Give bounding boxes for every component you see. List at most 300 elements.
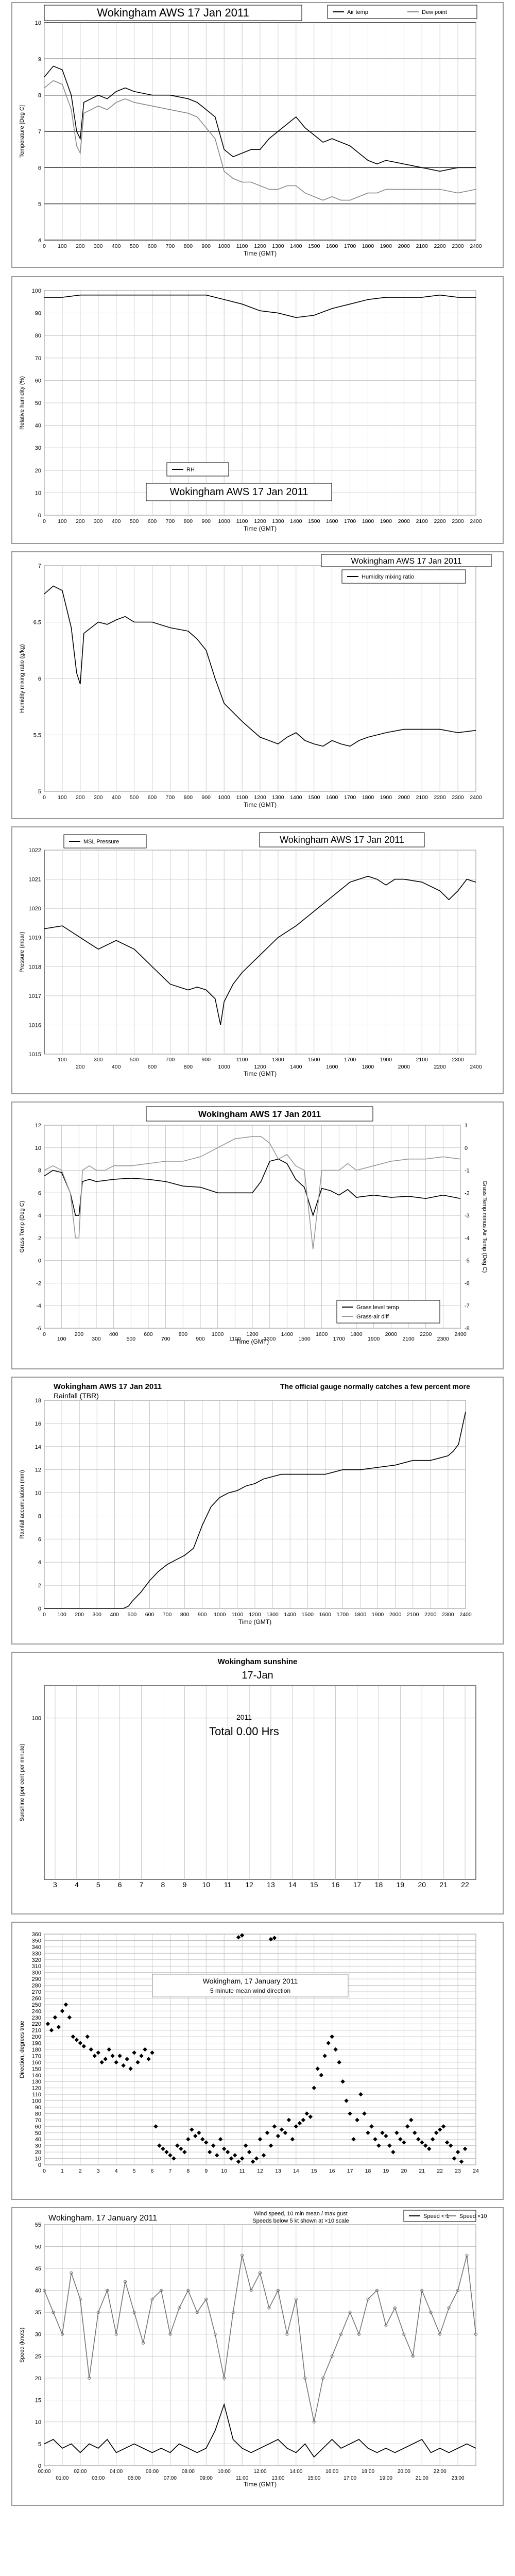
x-tick-label: 2300 <box>437 1336 450 1342</box>
y-axis-label: Temperature [Deg C] <box>19 105 25 158</box>
x-tick-label: 4 <box>114 2168 118 2174</box>
x-tick-label: 1500 <box>308 1057 320 1063</box>
x-tick-label: 700 <box>165 243 175 249</box>
x-tick-label: 21 <box>439 1880 448 1889</box>
x-tick-label: 1000 <box>218 243 230 249</box>
x-tick-label: 17:00 <box>344 2476 357 2481</box>
y-tick-label: 40 <box>35 2287 41 2294</box>
y-axis-label: Pressure (mbar) <box>19 931 25 973</box>
x-tick-label: 1300 <box>266 1612 279 1618</box>
x-tick-label: 8 <box>161 1880 165 1889</box>
x-axis-label: Time (GMT) <box>243 801 277 808</box>
x-tick-label: 1900 <box>380 794 392 801</box>
y-tick-label: 60 <box>35 378 41 384</box>
y-tick-label: 12 <box>35 1123 41 1129</box>
x-tick-label: 3 <box>96 2168 100 2174</box>
grass-temperature-chart <box>12 1103 503 1368</box>
x-tick-label: 1800 <box>362 243 374 249</box>
y-axis-label: Speed (knots) <box>19 2327 25 2363</box>
x-tick-label: 2300 <box>452 243 464 249</box>
y-tick-label: 10 <box>35 2419 41 2426</box>
x-tick-label: 1700 <box>344 243 356 249</box>
x-tick-label: 05:00 <box>128 2476 141 2481</box>
x-tick-label: 0 <box>43 2168 46 2174</box>
chart-title: Wokingham sunshine <box>217 1657 298 1666</box>
x-tick-label: 10 <box>202 1880 211 1889</box>
y-tick-label: 90 <box>35 2105 41 2111</box>
x-tick-label: 900 <box>197 1612 207 1618</box>
y-tick-label: 1018 <box>28 964 41 971</box>
x-tick-label: 1200 <box>249 1612 261 1618</box>
chart-total-label: Total 0.00 Hrs <box>209 1725 279 1738</box>
x-tick-label: 19 <box>383 2168 389 2174</box>
x-tick-label: 1300 <box>272 1057 284 1063</box>
x-tick-label: 1400 <box>290 243 302 249</box>
x-tick-label: 1000 <box>218 518 230 524</box>
y-tick-label: 55 <box>35 2222 41 2228</box>
x-tick-label: 15:00 <box>307 2476 321 2481</box>
x-tick-label: 2200 <box>434 1064 446 1070</box>
y-tick-label: 180 <box>31 2047 41 2053</box>
mixing-ratio-chart <box>12 552 503 818</box>
legend-label: Grass level temp <box>356 1304 399 1311</box>
x-tick-label: 2200 <box>434 518 446 524</box>
y-tick-label: 6 <box>38 676 41 682</box>
y-tick-label: 1015 <box>28 1052 41 1058</box>
x-tick-label: 1500 <box>301 1612 314 1618</box>
y-tick-label: 8 <box>38 1167 41 1174</box>
x-tick-label: 2000 <box>385 1331 398 1337</box>
x-tick-label: 500 <box>129 243 139 249</box>
x-tick-label: 2200 <box>434 243 446 249</box>
y-tick-label: 210 <box>31 2027 41 2034</box>
y-tick-label: 20 <box>35 2375 41 2382</box>
y-tick-label: 70 <box>35 2117 41 2124</box>
x-tick-label: 500 <box>129 518 139 524</box>
x-tick-label: 2100 <box>416 518 428 524</box>
x-tick-label: 2300 <box>452 518 464 524</box>
x-tick-label: 13 <box>275 2168 281 2174</box>
y-tick-label: 200 <box>31 2034 41 2041</box>
x-tick-label: 2400 <box>470 794 482 801</box>
chart-title: Wokingham AWS 17 Jan 2011 <box>351 557 462 566</box>
x-tick-label: 1600 <box>325 243 338 249</box>
y-tick-label: 7 <box>38 129 41 135</box>
x-tick-label: 400 <box>111 243 121 249</box>
x-tick-label: 0 <box>43 1331 46 1337</box>
x-tick-label: 08:00 <box>181 2469 195 2475</box>
x-tick-label: 600 <box>145 1612 154 1618</box>
x-tick-label: 14 <box>293 2168 299 2174</box>
y-tick-label: 0 <box>38 2162 41 2168</box>
x-tick-label: 07:00 <box>163 2476 177 2481</box>
y-tick-label: 10 <box>35 490 41 497</box>
x-tick-label: 2000 <box>398 1064 410 1070</box>
x-tick-label: 1300 <box>272 243 284 249</box>
x-tick-label: 1500 <box>308 518 320 524</box>
x-tick-label: 20:00 <box>397 2469 410 2475</box>
y-tick-label: 1019 <box>28 935 41 941</box>
y-tick-label: 10 <box>35 2156 41 2162</box>
x-tick-label: 1700 <box>333 1336 346 1342</box>
y-tick-label: 50 <box>35 2244 41 2250</box>
x-tick-label: 1600 <box>319 1612 332 1618</box>
x-tick-label: 19:00 <box>379 2476 392 2481</box>
y-tick-label: 1017 <box>28 993 41 999</box>
chart-title: Wokingham AWS 17 Jan 2011 <box>54 1382 162 1391</box>
y-tick-label: 4 <box>38 1560 41 1566</box>
legend-label: Humidity mixing ratio <box>362 574 415 580</box>
x-tick-label: 18 <box>374 1880 383 1889</box>
x-tick-label: 1300 <box>272 794 284 801</box>
x-tick-label: 19 <box>396 1880 405 1889</box>
wind-speed-chart <box>12 2208 503 2505</box>
x-tick-label: 600 <box>147 1064 157 1070</box>
y-tick-label: 0 <box>38 2463 41 2469</box>
y-tick-label: 1016 <box>28 1022 41 1029</box>
x-tick-label: 13:00 <box>271 2476 285 2481</box>
y2-tick-label: 1 <box>465 1123 468 1129</box>
x-tick-label: 2300 <box>442 1612 454 1618</box>
y2-tick-label: -5 <box>465 1258 470 1264</box>
y2-tick-label: -1 <box>465 1167 470 1174</box>
y-tick-label: 15 <box>35 2397 41 2404</box>
x-tick-label: 11 <box>224 1880 232 1889</box>
x-tick-label: 01:00 <box>56 2476 69 2481</box>
x-tick-label: 1500 <box>308 243 320 249</box>
x-tick-label: 100 <box>58 794 67 801</box>
y-axis-label: Sunshine (per cent per minute) <box>19 1743 25 1822</box>
y-tick-label: 270 <box>31 1989 41 1995</box>
x-tick-label: 2400 <box>454 1331 467 1337</box>
x-tick-label: 900 <box>201 518 211 524</box>
x-tick-label: 1700 <box>344 1057 356 1063</box>
x-tick-label: 00:00 <box>38 2469 51 2475</box>
y-tick-label: 260 <box>31 1995 41 2002</box>
temperature-chart <box>12 3 503 267</box>
x-tick-label: 600 <box>144 1331 153 1337</box>
x-tick-label: 200 <box>76 794 85 801</box>
x-axis-label: Time (GMT) <box>235 1338 269 1345</box>
y-tick-label: 5.5 <box>33 732 41 739</box>
x-tick-label: 2000 <box>398 518 410 524</box>
y2-tick-label: -4 <box>465 1235 470 1242</box>
y-tick-label: 240 <box>31 2008 41 2015</box>
x-tick-label: 700 <box>161 1336 170 1342</box>
x-tick-label: 10:00 <box>217 2469 231 2475</box>
y-tick-label: 5 <box>38 789 41 795</box>
x-tick-label: 0 <box>43 794 46 801</box>
y-tick-label: 30 <box>35 445 41 452</box>
x-tick-label: 1600 <box>315 1331 328 1337</box>
grass-temp-chart-panel <box>11 1101 504 1369</box>
x-tick-label: 400 <box>111 518 121 524</box>
y-tick-label: 0 <box>38 1606 41 1612</box>
wind-direction-chart-panel <box>11 1922 504 2200</box>
y-tick-label: 350 <box>31 1938 41 1944</box>
x-tick-label: 0 <box>43 1612 46 1618</box>
y-tick-label: 280 <box>31 1982 41 1989</box>
x-tick-label: 2100 <box>416 1057 428 1063</box>
y-tick-label: 340 <box>31 1944 41 1951</box>
x-axis-label: Time (GMT) <box>243 2481 277 2488</box>
x-tick-label: 8 <box>186 2168 190 2174</box>
x-tick-label: 15 <box>311 2168 317 2174</box>
chart-subtitle: Wind speed, 10 min mean / max gust <box>254 2211 348 2217</box>
y-tick-label: 6.5 <box>33 619 41 626</box>
x-tick-label: 1800 <box>350 1331 363 1337</box>
x-tick-label: 1800 <box>362 1064 374 1070</box>
x-tick-label: 22 <box>461 1880 469 1889</box>
x-tick-label: 1900 <box>367 1336 380 1342</box>
y-tick-label: 5 <box>38 2441 41 2448</box>
x-tick-label: 1400 <box>290 794 302 801</box>
x-tick-label: 100 <box>58 1057 67 1063</box>
x-tick-label: 6 <box>150 2168 154 2174</box>
legend-label: MSL Pressure <box>83 839 119 845</box>
x-tick-label: 4 <box>74 1880 79 1889</box>
x-axis-label: Time (GMT) <box>243 525 277 532</box>
x-tick-label: 1700 <box>344 794 356 801</box>
x-tick-label: 900 <box>201 794 211 801</box>
y-tick-label: 35 <box>35 2310 41 2316</box>
y-tick-label: 110 <box>32 2092 41 2098</box>
x-tick-label: 300 <box>93 794 103 801</box>
pressure-chart-panel <box>11 826 504 1094</box>
y-tick-label: 120 <box>31 2085 41 2092</box>
x-tick-label: 200 <box>76 518 85 524</box>
x-tick-label: 1900 <box>380 243 392 249</box>
x-tick-label: 3 <box>53 1880 57 1889</box>
x-tick-label: 12 <box>257 2168 263 2174</box>
x-tick-label: 800 <box>183 518 193 524</box>
x-tick-label: 800 <box>180 1612 190 1618</box>
x-tick-label: 2100 <box>416 243 428 249</box>
y-axis-label: Direction, degrees true <box>19 2021 25 2078</box>
y-tick-label: -2 <box>36 1280 41 1287</box>
x-tick-label: 20 <box>401 2168 407 2174</box>
x-tick-label: 800 <box>178 1331 188 1337</box>
y-tick-label: 2 <box>38 1583 41 1589</box>
x-tick-label: 700 <box>165 794 175 801</box>
y-tick-label: 190 <box>31 2040 41 2047</box>
temperature-chart-panel <box>11 2 504 268</box>
y-tick-label: -4 <box>36 1303 41 1310</box>
legend-label: Air temp <box>347 9 368 15</box>
y-tick-label: 10 <box>35 20 41 26</box>
x-tick-label: 500 <box>126 1336 136 1342</box>
chart-note: Speeds below 5 kt shown at ×10 scale <box>252 2218 349 2224</box>
x-tick-label: 700 <box>162 1612 172 1618</box>
x-tick-label: 300 <box>93 518 103 524</box>
y-tick-label: 320 <box>31 1957 41 1963</box>
x-tick-label: 100 <box>58 518 67 524</box>
x-tick-label: 600 <box>147 243 157 249</box>
y-tick-label: 1020 <box>28 906 41 912</box>
x-tick-label: 2200 <box>434 794 446 801</box>
x-tick-label: 400 <box>109 1331 118 1337</box>
x-tick-label: 1000 <box>218 794 230 801</box>
x-tick-label: 100 <box>58 243 67 249</box>
y2-axis-label: Grass Temp minus Air Temp (Deg C) <box>482 1180 488 1273</box>
y-tick-label: 8 <box>38 92 41 99</box>
legend-label: Grass-air diff <box>356 1314 389 1320</box>
x-tick-label: 1700 <box>336 1612 349 1618</box>
x-tick-label: 1800 <box>362 794 374 801</box>
y-tick-label: 300 <box>31 1970 41 1976</box>
x-tick-label: 2300 <box>452 1057 464 1063</box>
chart-subtitle: 5 minute mean wind direction <box>210 1987 291 1994</box>
x-tick-label: 900 <box>201 1057 211 1063</box>
chart-title: Wokingham, 17 January 2011 <box>48 2214 158 2223</box>
y2-tick-label: -3 <box>465 1213 470 1219</box>
legend-label: Speed ×10 <box>459 2213 487 2219</box>
x-tick-label: 1500 <box>298 1336 311 1342</box>
y-tick-label: 250 <box>31 2002 41 2008</box>
y-tick-label: 100 <box>31 2098 41 2105</box>
y-tick-label: 30 <box>35 2331 41 2338</box>
x-tick-label: 1500 <box>308 794 320 801</box>
y-tick-label: 50 <box>35 400 41 406</box>
y-tick-label: 50 <box>35 2130 41 2137</box>
x-tick-label: 2000 <box>398 243 410 249</box>
x-tick-label: 9 <box>182 1880 187 1889</box>
x-tick-label: 10 <box>221 2168 228 2174</box>
x-tick-label: 16 <box>331 1880 340 1889</box>
y-tick-label: 60 <box>35 2124 41 2130</box>
x-tick-label: 5 <box>96 1880 100 1889</box>
y-tick-label: 330 <box>31 1951 41 1957</box>
x-tick-label: 1800 <box>362 518 374 524</box>
y-tick-label: 5 <box>38 201 41 208</box>
x-tick-label: 1300 <box>263 1336 276 1342</box>
rainfall-chart <box>12 1378 503 1643</box>
y-tick-label: 16 <box>35 1420 41 1427</box>
x-tick-label: 800 <box>183 1064 193 1070</box>
x-tick-label: 1400 <box>281 1331 294 1337</box>
sunshine-chart <box>12 1653 503 1913</box>
x-tick-label: 18:00 <box>361 2469 375 2475</box>
y-axis-label: Relative humidity (%) <box>19 376 25 430</box>
x-tick-label: 1200 <box>246 1331 259 1337</box>
y-tick-label: 20 <box>35 467 41 474</box>
y-tick-label: 7 <box>38 563 41 569</box>
chart-annotation: The official gauge normally catches a few percent more <box>280 1382 470 1391</box>
y-tick-label: 14 <box>35 1444 41 1450</box>
x-tick-label: 2200 <box>419 1331 432 1337</box>
chart-title: Wokingham AWS 17 Jan 2011 <box>97 6 249 19</box>
x-tick-label: 200 <box>75 1612 84 1618</box>
x-tick-label: 23:00 <box>451 2476 465 2481</box>
chart-subtitle: 17-Jan <box>242 1670 273 1681</box>
x-tick-label: 22 <box>437 2168 443 2174</box>
x-tick-label: 1000 <box>214 1612 226 1618</box>
plot-area <box>44 1686 476 1879</box>
x-tick-label: 2 <box>78 2168 82 2174</box>
y-tick-label: 80 <box>35 2111 41 2117</box>
y-tick-label: 4 <box>38 1213 41 1219</box>
x-tick-label: 1900 <box>380 1057 392 1063</box>
y-tick-label: 40 <box>35 422 41 429</box>
y-tick-label: 160 <box>31 2059 41 2066</box>
x-tick-label: 5 <box>132 2168 136 2174</box>
y2-tick-label: -8 <box>465 1326 470 1332</box>
legend-label: RH <box>186 467 195 473</box>
y-tick-label: 0 <box>38 513 41 519</box>
legend-label: Speed < 1 <box>423 2213 450 2219</box>
y-tick-label: 170 <box>31 2053 41 2060</box>
x-tick-label: 1600 <box>325 794 338 801</box>
x-tick-label: 1600 <box>325 1064 338 1070</box>
x-tick-label: 2300 <box>452 794 464 801</box>
x-tick-label: 1100 <box>231 1612 244 1618</box>
y-tick-label: 10 <box>35 1490 41 1497</box>
x-tick-label: 500 <box>127 1612 137 1618</box>
y-tick-label: 290 <box>31 1976 41 1983</box>
x-tick-label: 1400 <box>290 1064 302 1070</box>
y-tick-label: 0 <box>38 1258 41 1264</box>
x-tick-label: 17 <box>347 2168 353 2174</box>
chart-title: Wokingham AWS 17 Jan 2011 <box>280 835 404 845</box>
x-tick-label: 14 <box>288 1880 297 1889</box>
y-tick-label: 130 <box>31 2079 41 2086</box>
x-tick-label: 0 <box>43 243 46 249</box>
x-axis-label: Time (GMT) <box>243 250 277 257</box>
y-tick-label: 8 <box>38 1513 41 1520</box>
x-tick-label: 03:00 <box>92 2476 105 2481</box>
x-tick-label: 2000 <box>398 794 410 801</box>
x-tick-label: 300 <box>93 1057 103 1063</box>
y-tick-label: 70 <box>35 355 41 362</box>
x-tick-label: 12:00 <box>253 2469 267 2475</box>
x-tick-label: 900 <box>201 243 211 249</box>
x-tick-label: 1200 <box>254 794 266 801</box>
humidity-chart-panel <box>11 276 504 544</box>
x-tick-label: 09:00 <box>199 2476 213 2481</box>
x-tick-label: 0 <box>43 518 46 524</box>
x-tick-label: 1800 <box>354 1612 367 1618</box>
rainfall-chart-panel <box>11 1377 504 1645</box>
y-tick-label: 150 <box>31 2066 41 2073</box>
y-tick-label: 140 <box>31 2072 41 2079</box>
x-tick-label: 100 <box>57 1612 66 1618</box>
y-tick-label: 6 <box>38 1190 41 1197</box>
x-tick-label: 06:00 <box>145 2469 159 2475</box>
x-tick-label: 16 <box>329 2168 335 2174</box>
x-tick-label: 1900 <box>380 518 392 524</box>
chart-title: Wokingham AWS 17 Jan 2011 <box>169 486 308 498</box>
x-tick-label: 500 <box>129 1057 139 1063</box>
x-tick-label: 11:00 <box>235 2476 249 2481</box>
chart-year-label: 2011 <box>236 1713 252 1721</box>
x-tick-label: 2200 <box>424 1612 437 1618</box>
y2-tick-label: -6 <box>465 1280 470 1287</box>
y-tick-label: -6 <box>36 1326 41 1332</box>
y-tick-label: 4 <box>38 238 41 244</box>
x-tick-label: 500 <box>129 794 139 801</box>
x-tick-label: 7 <box>168 2168 172 2174</box>
legend-label: Dew point <box>422 9 447 15</box>
x-tick-label: 600 <box>147 518 157 524</box>
y-tick-label: 20 <box>35 2149 41 2156</box>
x-tick-label: 11 <box>239 2168 245 2174</box>
x-tick-label: 1700 <box>344 518 356 524</box>
x-tick-label: 1300 <box>272 518 284 524</box>
y2-tick-label: -7 <box>465 1303 470 1310</box>
x-tick-label: 21:00 <box>415 2476 428 2481</box>
y2-tick-label: 0 <box>465 1145 468 1151</box>
pressure-chart <box>12 827 503 1093</box>
